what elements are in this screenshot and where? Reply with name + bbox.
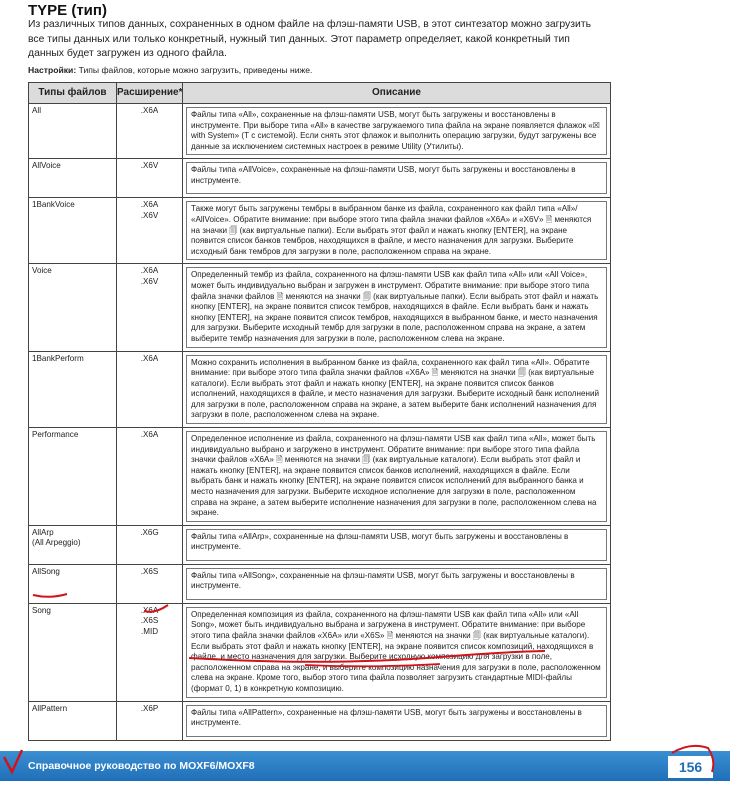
description-cell — [183, 525, 611, 564]
description-cell — [183, 198, 611, 264]
description-text: Файлы типа «AllPattern», сохраненные на флэш-памяти USB, могут быть загружены и восстановлены в инструменте. — [186, 705, 607, 737]
extension-item: .X6A — [140, 200, 159, 210]
extension-cell — [117, 351, 183, 428]
table-row — [29, 428, 611, 526]
description-text: Файлы типа «AllArp», сохраненные на флэш-памяти USB, могут быть загружены и восстановлены в инструменте. — [186, 529, 607, 561]
extension-item: .X6A — [140, 106, 159, 115]
extension-cell — [117, 104, 183, 159]
extension-item: .X6A — [140, 353, 159, 363]
description-cell — [183, 264, 611, 351]
extension-cell — [117, 525, 183, 564]
file-types-table — [28, 82, 611, 741]
description-text: Можно сохранить исполнения в выбранном банке из файла, сохраненного как файл типа «All». Обратите внимание: при выборе этого типа файла значки файлов «X6A» 🗎 меняются на значки 🗐 (как виртуальные каталоги). Если выбрать этот файл и нажать кнопку [ENTER], на экране появится список банков исполнений, находящихся в файле, и место назначения для загрузки. Выберите исходный банк исполнений для загрузки в поле, расположенном справа на экране, а затем выберите банк исполнений назначения для загрузки в поле, расположенном слева на экране. — [186, 355, 607, 425]
footer-label: Справочное руководство по MOXF6/MOXF8 — [28, 760, 255, 772]
file-type-cell: Song — [29, 603, 117, 701]
table-row — [29, 603, 611, 701]
description-text: Определенная композиция из файла, сохраненного на флэш-памяти USB как файл типа «All» или «All Song», может быть индивидуально выбрана и загружена в инструмент. Обратите внимание: при выборе этого типа файла значки файлов «X6A» или «X6S» 🗎 меняются на значки 🗐 (как виртуальные каталоги). Если выбрать этот файл и нажать кнопку [ENTER], на экране появится список композиций, находящихся в файле, и место назначения для загрузки. Выберите исходную композицию для загрузки в поле, расположенном справа на экране, и выберите композицию назначения для загрузки в поле, расположенном слева на экране. Кроме того, выбор этого типа файла позволяет загрузить стандартные MIDI-файлы (формат 0, 1) в конкретную композицию. — [186, 607, 607, 698]
description-text: Файлы типа «All», сохраненные на флэш-памяти USB, могут быть загружены и восстановлены в инструменте. При выборе типа «All» в качестве загружаемого типа файла на экране появляется флажок «☒ with System» (Т с системой). Если снять этот флажок и выполнить операцию загрузки, будут загружены все данные за исключением системных настроек в режиме Utility (Утилиты). — [186, 107, 607, 155]
table-row — [29, 198, 611, 264]
description-cell — [183, 701, 611, 740]
extension-item: .X6P — [140, 703, 159, 713]
description-cell — [183, 564, 611, 603]
description-cell — [183, 104, 611, 159]
table-row — [29, 564, 611, 603]
file-type-cell: AllPattern — [29, 701, 117, 740]
table-row — [29, 351, 611, 428]
extension-item: .X6S — [140, 616, 159, 626]
settings-note — [28, 65, 312, 75]
extension-item: .X6V — [140, 161, 159, 171]
description-cell — [183, 428, 611, 526]
description-cell — [183, 351, 611, 428]
table-row — [29, 104, 611, 159]
intro-paragraph: Из различных типов данных, сохраненных в одном файле на флэш-памяти USB, в этот синтезатор можно загрузить все типы данных или только конкретный, нужный тип данных. Этот параметр определяет, какой конкретный тип данных будет загружен из одного файла. — [28, 19, 591, 60]
description-cell — [183, 159, 611, 198]
table-row — [29, 701, 611, 740]
extension-cell — [117, 564, 183, 603]
header-file-types: Типы файлов — [29, 83, 117, 104]
file-type-cell: AllVoice — [29, 159, 117, 198]
extension-cell — [117, 701, 183, 740]
extension-cell — [117, 603, 183, 701]
settings-label: Настройки: — [28, 65, 77, 75]
table-row — [29, 525, 611, 564]
extension-cell — [117, 198, 183, 264]
description-text: Файлы типа «AllVoice», сохраненные на флэш-памяти USB, могут быть загружены и восстановлены в инструменте. — [186, 162, 607, 194]
file-type-cell: 1BankPerform — [29, 351, 117, 428]
extension-cell — [117, 428, 183, 526]
extension-item: .X6A — [140, 430, 159, 440]
page-footer — [0, 751, 730, 781]
extension-item: .X6V — [140, 210, 159, 220]
extension-item: .X6V — [140, 276, 159, 286]
header-description: Описание — [183, 83, 611, 104]
extension-item: .X6A — [140, 266, 159, 276]
section-title: TYPE (тип) — [28, 2, 107, 19]
settings-text: Типы файлов, которые можно загрузить, приведены ниже. — [78, 65, 313, 75]
description-text: Также могут быть загружены тембры в выбранном банке из файла, сохраненного как файл типа «All»/ «AllVoice». Обратите внимание: при выборе этого типа файла значки файлов «X6A» и «X6V» 🗎 меняются на значки 🗐 (как виртуальные папки). Если выбрать этот файл и нажать кнопку [ENTER], на экране появится список банков тембров, находящихся в файле, и место назначения для загрузки. Выберите исходный банк тембров для загрузки в поле, расположенном справа на экране. — [186, 201, 607, 260]
description-text: Определенный тембр из файла, сохраненного на флэш-памяти USB как файл типа «All» или «All Voice», может быть индивидуально выбран и загружен в инструмент. Обратите внимание: при выборе этого типа файла значки файлов 🗎 меняются на значки 🗐 (как виртуальные папки). Если выбрать этот файл и нажать кнопку [ENTER], на экране появится список тембров, находящихся в файле. Если выбрать банк и нажать кнопку [ENTER], на экране появится список тембров, находящихся в выбранном банке, и место назначения для загрузки. Выберите исходный тембр для загрузки в поле, расположенном справа на экране, а затем выберите тембр назначения для загрузки в поле, расположенном слева на экране. — [186, 267, 607, 347]
extension-cell — [117, 264, 183, 351]
extension-item: .X6S — [140, 566, 159, 576]
table-header-row — [29, 83, 611, 104]
file-type-cell: All — [29, 104, 117, 159]
extension-item: .X6A — [140, 605, 159, 615]
file-type-cell: 1BankVoice — [29, 198, 117, 264]
description-text: Определенное исполнение из файла, сохраненного на флэш-памяти USB как файл типа «All», может быть индивидуально выбрано и загружено в инструмент. Обратите внимание: при выборе этого типа файла значки файлов «X6A» 🗎 меняются на значки 🗐 (как виртуальные каталоги). Если выбрать этот файл и нажать кнопку [ENTER], на экране появится список банков исполнений, находящихся в файле. Если выбрать банк и нажать кнопку [ENTER], на экране появится список исполнений для выбранного банка и место назначения для загрузки. Выберите исходное исполнение для загрузки в поле, расположенном справа на экране, а затем выберите исполнение назначения для загрузки в поле, расположенном слева на экране. — [186, 431, 607, 522]
file-type-cell: Voice — [29, 264, 117, 351]
file-type-cell: Performance — [29, 428, 117, 526]
file-type-cell: AllSong — [29, 564, 117, 603]
extension-item: .X6G — [140, 527, 159, 537]
header-extension: Расширение* — [117, 83, 183, 104]
table-row — [29, 264, 611, 351]
extension-item: .MID — [140, 627, 159, 636]
description-cell — [183, 603, 611, 701]
page-number: 156 — [668, 756, 713, 778]
extension-cell — [117, 159, 183, 198]
file-type-cell: AllArp (All Arpeggio) — [29, 525, 117, 564]
description-text: Файлы типа «AllSong», сохраненные на флэш-памяти USB, могут быть загружены и восстановлены в инструменте. — [186, 568, 607, 600]
table-row — [29, 159, 611, 198]
